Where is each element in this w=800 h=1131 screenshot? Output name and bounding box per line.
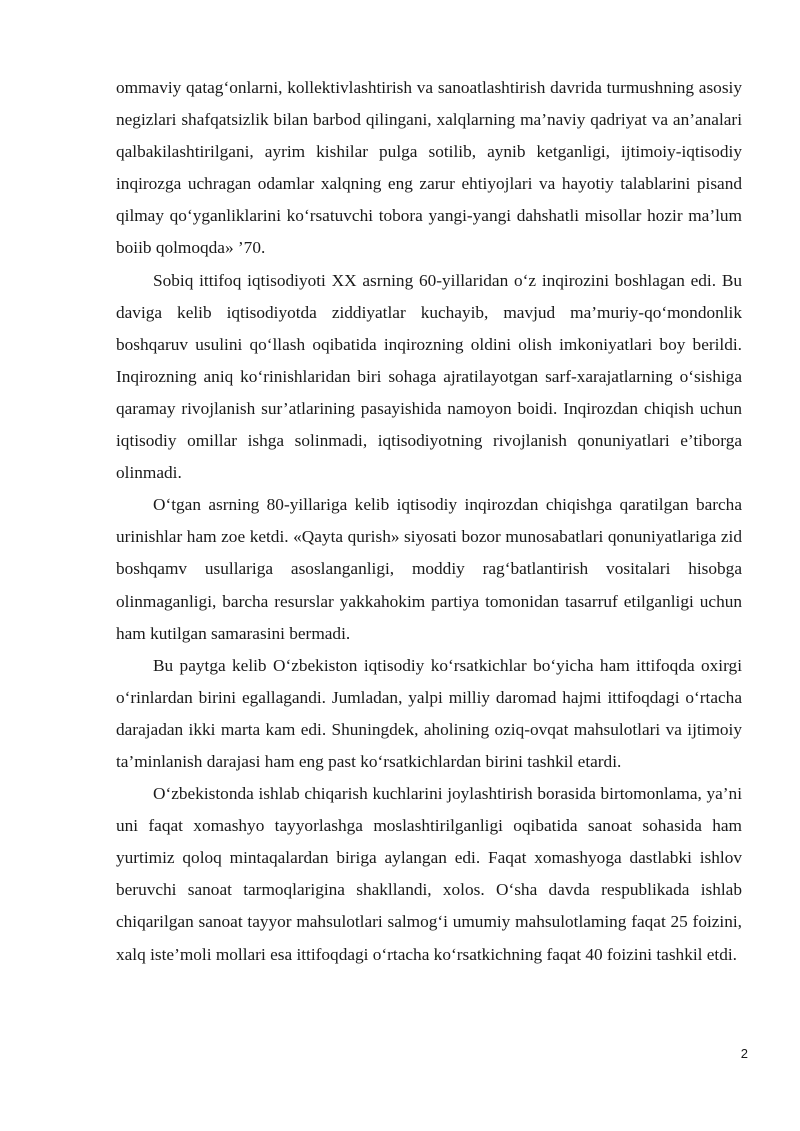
paragraph: Bu paytga kelib O‘zbekiston iqtisodiy ko‘rsatkichlar bo‘yicha ham ittifoqda oxirgi o‘rinlardan birini egallagandi. Jumladan, yalpi milliy daromad hajmi ittifoqdagi o‘rtacha darajadan ikki marta kam edi. Shuningdek, aholining oziq-ovqat mahsulotlari va ijtimoiy ta’minlanish darajasi ham eng past ko‘rsatkichlardan birini tashkil etardi. — [116, 655, 742, 771]
paragraph: O‘zbekistonda ishlab chiqarish kuchlarini joylashtirish borasida birtomonlama, ya’ni uni faqat xomashyo tayyorlashga moslashtirilganligi oqibatida sanoat sohasida ham yurtimiz qoloq mintaqalardan biriga aylangan edi. Faqat xomashyoga dastlabki ishlov beruvchi sanoat tarmoqlarigina shakllandi, xolos. O‘sha davda respublikada ishlab chiqarilgan sanoat tayyor mahsulotlari salmog‘i umumiy mahsulotlaming faqat 25 foizini, xalq iste’moli mollari esa ittifoqdagi o‘rtacha ko‘rsatkichning faqat 40 foizini tashkil etdi. — [116, 784, 742, 964]
page-number: 2 — [740, 1046, 748, 1061]
paragraph: O‘tgan asrning 80-yillariga kelib iqtisodiy inqirozdan chiqishga qaratilgan barcha urinishlar ham zoe ketdi. «Qayta qurish» siyosati bozor munosabatlari qonuniyatlariga zid boshqamv usullariga asoslanganligi, moddiy rag‘batlantirish vositalari hisobga olinmaganligi, barcha resurslar yakkahokim partiya tomonidan tasarruf etilganligi uchun ham kutilgan samarasini bermadi. — [116, 495, 742, 643]
paragraph-continuation: ommaviy qatag‘onlarni, kollektivlashtirish va sanoatlashtirish davrida turmushning asosiy negizlari shafqatsizlik bilan barbod qilingani, xalqlarning ma’naviy qadriyat va an’analari qalbakilashtirilgani, ayrim kishilar pulga sotilib, aynib ketganligi, ijtimoiy-iqtisodiy inqirozga uchragan odamlar xalqning eng zarur ehtiyojlari va hayotiy talablarini pisand qilmay qo‘yganliklarini ko‘rsatuvchi tobora yangi-yangi dahshatli misollar hozir ma’lum boiib qolmoqda» ’70. — [116, 78, 742, 258]
paragraph: Sobiq ittifoq iqtisodiyoti XX asrning 60-yillaridan o‘z inqirozini boshlagan edi. Bu daviga kelib iqtisodiyotda ziddiyatlar kuchayib, mavjud ma’muriy-qo‘mondonlik boshqaruv usulini qo‘llash oqibatida inqirozning oldini olish imkoniyatlari boy berildi. Inqirozning aniq ko‘rinishlaridan biri sohaga ajratilayotgan sarf-xarajatlarning o‘sishiga qaramay rivojlanish sur’atlarining pasayishida namoyon boidi. Inqirozdan chiqish uchun iqtisodiy omillar ishga solinmadi, iqtisodiyotning rivojlanish qonuniyatlari e’tiborga olinmadi. — [116, 270, 742, 483]
document-body — [116, 72, 742, 971]
